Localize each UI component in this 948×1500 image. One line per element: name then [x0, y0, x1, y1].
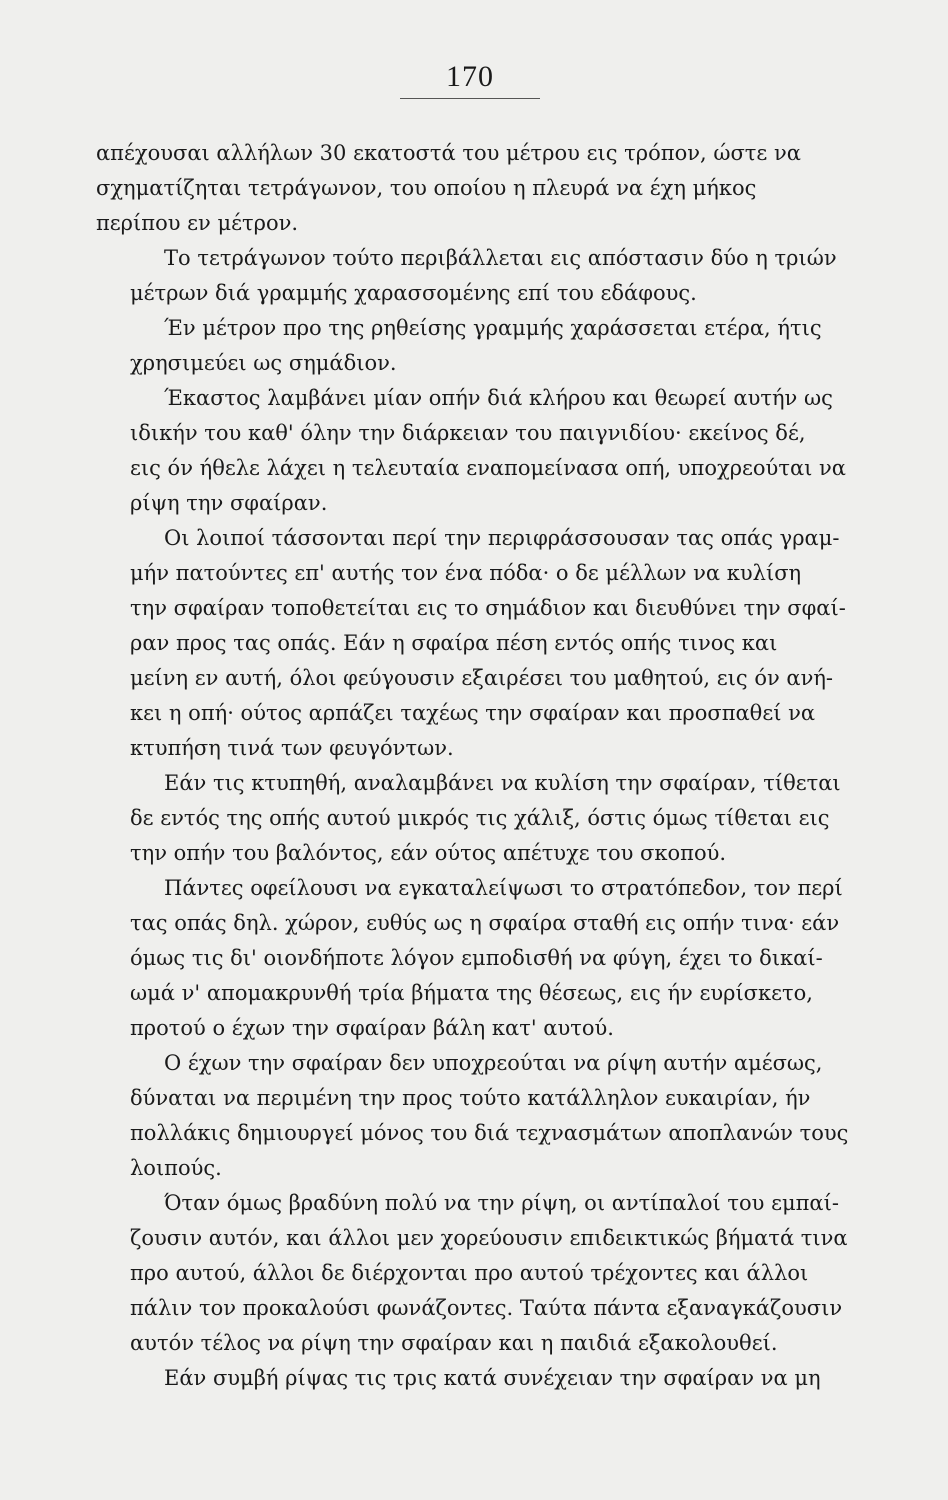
paragraph-5 [96, 521, 864, 766]
paragraph-4 [96, 381, 864, 521]
paragraph-3 [96, 311, 864, 381]
text-line: δύναται να περιμένη την προς τούτο κατάλληλον ευκαιρίαν, ήν [130, 1086, 811, 1110]
text-line: ωμά ν' απομακρυνθή τρία βήματα της θέσεως, εις ήν ευρίσκετο, [130, 981, 813, 1005]
text-line: Εάν τις κτυπηθή, αναλαμβάνει να κυλίση την σφαίραν, τίθεται [164, 771, 841, 795]
paragraph-1 [96, 136, 864, 241]
text-line: Ο έχων την σφαίραν δεν υποχρεούται να ρίψη αυτήν αμέσως, [164, 1051, 823, 1075]
text-line: ιδικήν του καθ' όλην την διάρκειαν του παιγνιδίου· εκείνος δέ, [130, 421, 806, 445]
text-line: Εάν συμβή ρίψας τις τρις κατά συνέχειαν την σφαίραν να μη [164, 1366, 821, 1390]
text-line: Έν μέτρον προ της ρηθείσης γραμμής χαράσσεται ετέρα, ήτις [164, 316, 822, 340]
text-line: κτυπήση τινά των φευγόντων. [130, 736, 454, 760]
text-line: ζουσιν αυτόν, και άλλοι μεν χορεύουσιν επιδεικτικώς βήματά τινα [130, 1226, 848, 1250]
text-line: ρίψη την σφαίραν. [130, 491, 328, 515]
text-line: δε εντός της οπής αυτού μικρός τις χάλιξ, όστις όμως τίθεται εις [130, 806, 830, 830]
paragraph-2 [96, 241, 864, 311]
body-text [96, 136, 864, 1396]
text-line: Έκαστος λαμβάνει μίαν οπήν διά κλήρου και θεωρεί αυτήν ως [164, 386, 833, 410]
paragraph-8 [96, 1046, 864, 1186]
text-line: περίπου εν μέτρον. [96, 211, 299, 235]
text-line: την οπήν του βαλόντος, εάν ούτος απέτυχε του σκοπού. [130, 841, 727, 865]
text-line: πάλιν τον προκαλούσι φωνάζοντες. Ταύτα πάντα εξαναγκάζουσιν [130, 1296, 843, 1320]
text-line: τας οπάς δηλ. χώρον, ευθύς ως η σφαίρα σταθή εις οπήν τινα· εάν [130, 911, 840, 935]
text-line: προ αυτού, άλλοι δε διέρχονται προ αυτού τρέχοντες και άλλοι [130, 1261, 809, 1285]
text-line: μείνη εν αυτή, όλοι φεύγουσιν εξαιρέσει του μαθητού, εις όν ανή- [130, 666, 834, 690]
text-line: μέτρων διά γραμμής χαρασσομένης επί του εδάφους. [130, 281, 697, 305]
paragraph-9 [96, 1186, 864, 1361]
page-number-rule [400, 98, 540, 99]
text-line: αυτόν τέλος να ρίψη την σφαίραν και η παιδιά εξακολουθεί. [130, 1331, 778, 1355]
text-line: Οι λοιποί τάσσονται περί την περιφράσσουσαν τας οπάς γραμ- [164, 526, 840, 550]
text-line: εις όν ήθελε λάχει η τελευταία εναπομείνασα οπή, υποχρεούται να [130, 456, 846, 480]
paragraph-10 [96, 1361, 864, 1396]
text-line: ραν προς τας οπάς. Εάν η σφαίρα πέση εντός οπής τινος και [130, 631, 778, 655]
text-line: απέχουσαι αλλήλων 30 εκατοστά του μέτρου εις τρόπον, ώστε να [96, 141, 801, 165]
text-line: την σφαίραν τοποθετείται εις το σημάδιον και διευθύνει την σφαί- [130, 596, 846, 620]
text-line: κει η οπή· ούτος αρπάζει ταχέως την σφαίραν και προσπαθεί να [130, 701, 816, 725]
text-line: μήν πατούντες επ' αυτής τον ένα πόδα· ο δε μέλλων να κυλίση [130, 561, 802, 585]
text-line: πολλάκις δημιουργεί μόνος του διά τεχνασμάτων αποπλανών τους [130, 1121, 849, 1145]
text-line: λοιπούς. [130, 1156, 222, 1180]
text-line: προτού ο έχων την σφαίραν βάλη κατ' αυτού. [130, 1016, 614, 1040]
page-number: 170 [446, 60, 494, 93]
paragraph-7 [96, 871, 864, 1046]
text-line: όμως τις δι' οιονδήποτε λόγον εμποδισθή να φύγη, έχει το δικαί- [130, 946, 823, 970]
paragraph-6 [96, 766, 864, 871]
text-line: χρησιμεύει ως σημάδιον. [130, 351, 397, 375]
text-line: Το τετράγωνον τούτο περιβάλλεται εις απόστασιν δύο η τριών [164, 246, 837, 270]
text-line: Πάντες οφείλουσι να εγκαταλείψωσι το στρατόπεδον, τον περί [164, 876, 843, 900]
text-line: σχηματίζηται τετράγωνον, του οποίου η πλευρά να έχη μήκος [96, 176, 757, 200]
text-line: Όταν όμως βραδύνη πολύ να την ρίψη, οι αντίπαλοί του εμπαί- [164, 1191, 839, 1215]
